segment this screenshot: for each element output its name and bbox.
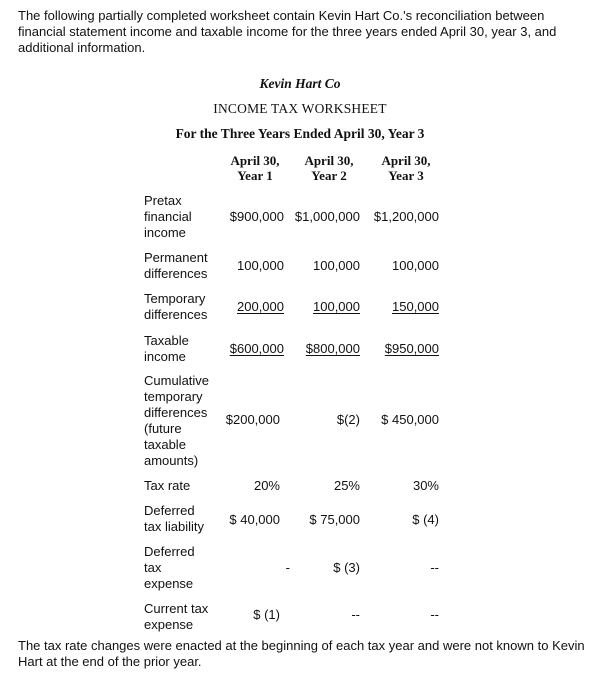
cell-permanent-y2: 100,000 [313, 258, 360, 273]
row-label-taxable-income: Taxable income [144, 333, 189, 364]
worksheet-period: For the Three Years Ended April 30, Year 3 [175, 126, 425, 141]
company-name: Kevin Hart Co [259, 76, 341, 91]
cell-cumulative-y1: $200,000 [225, 412, 280, 427]
cell-deferred-expense-y1: - [285, 560, 290, 575]
cell-cumulative-y3: $ 450,000 [381, 412, 439, 427]
cell-current-expense-y3: -- [430, 607, 439, 622]
row-label-pretax-income: Pretax financial income [144, 193, 192, 240]
cell-current-expense-y2: -- [351, 607, 360, 622]
cell-taxable-y3: $950,000 [384, 341, 439, 356]
cell-permanent-y3: 100,000 [392, 258, 439, 273]
row-label-current-tax-expense: Current tax expense [144, 601, 209, 632]
cell-tax-rate-y3: 30% [412, 478, 439, 493]
row-label-tax-rate: Tax rate [144, 478, 191, 493]
row-label-permanent-differences: Permanent differences [144, 250, 208, 281]
cell-deferred-expense-y2: $ (3) [333, 560, 360, 575]
cell-taxable-y2: $800,000 [305, 341, 360, 356]
cell-cumulative-y2: $(2) [336, 412, 360, 427]
cell-temporary-y1: 200,000 [237, 299, 284, 314]
cell-deferred-expense-y3: -- [430, 560, 439, 575]
intro-paragraph: The following partially completed worksheet contain Kevin Hart Co.'s reconciliation between financial statement income and taxable income for the three years ended April 30, year 3, and additional information. [18, 8, 557, 55]
column-header-year2: April 30, Year 2 [304, 153, 354, 183]
row-label-deferred-tax-expense: Deferred tax expense [144, 544, 195, 591]
cell-current-expense-y1: $ (1) [253, 607, 280, 622]
row-label-deferred-tax-liability: Deferred tax liability [144, 503, 204, 534]
column-header-year3: April 30, Year 3 [381, 153, 431, 183]
cell-deferred-liability-y1: $ 40,000 [229, 512, 280, 527]
cell-deferred-liability-y3: $ (4) [412, 512, 439, 527]
footer-note: The tax rate changes were enacted at the beginning of each tax year and were not known to Kevin Hart at the end of the prior year. [18, 638, 585, 669]
cell-tax-rate-y1: 20% [253, 478, 280, 493]
worksheet-title: INCOME TAX WORKSHEET [213, 101, 387, 116]
row-label-cumulative-temporary-differences: Cumulative temporary differences (future taxable amounts) [144, 373, 210, 468]
cell-pretax-y3: $1,200,000 [373, 209, 439, 224]
cell-temporary-y3: 150,000 [392, 299, 439, 314]
cell-pretax-y1: $900,000 [229, 209, 284, 224]
cell-deferred-liability-y2: $ 75,000 [309, 512, 360, 527]
column-header-year1: April 30, Year 1 [230, 153, 280, 183]
row-label-temporary-differences: Temporary differences [144, 291, 208, 322]
cell-tax-rate-y2: 25% [333, 478, 360, 493]
cell-taxable-y1: $600,000 [229, 341, 284, 356]
cell-temporary-y2: 100,000 [313, 299, 360, 314]
cell-pretax-y2: $1,000,000 [294, 209, 360, 224]
cell-permanent-y1: 100,000 [237, 258, 284, 273]
